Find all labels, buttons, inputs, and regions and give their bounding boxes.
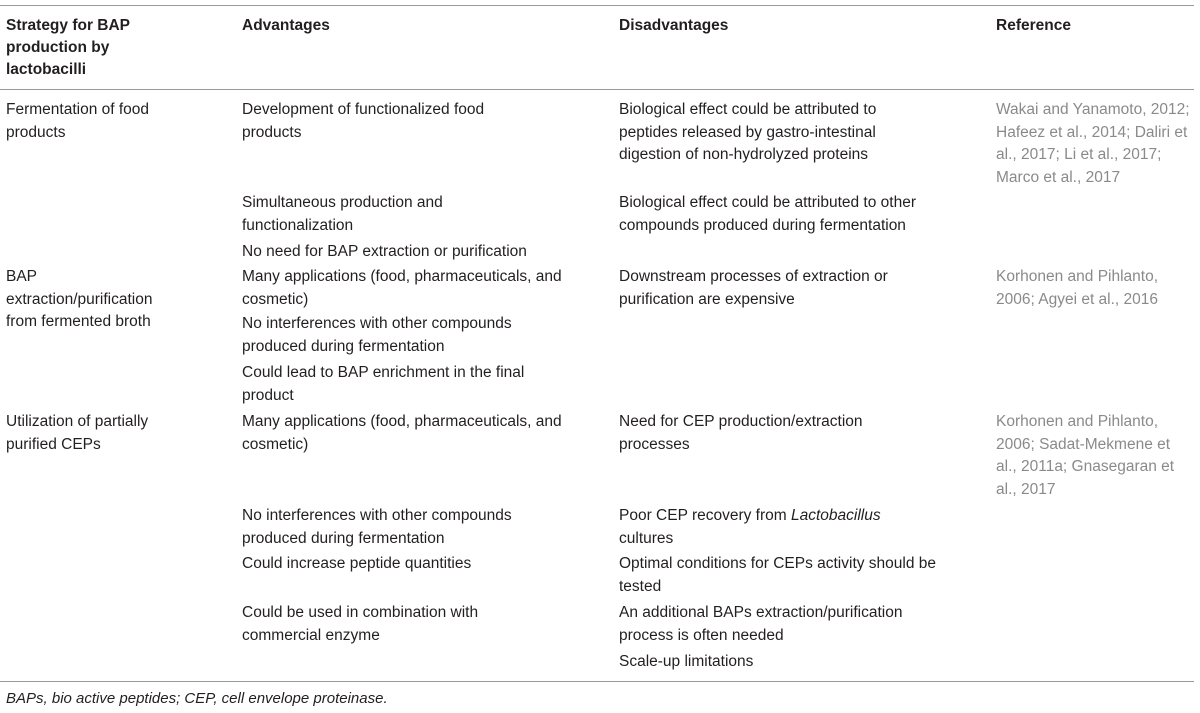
table-footnote: BAPs, bio active peptides; CEP, cell envelope proteinase.: [6, 690, 388, 707]
row3-disadvantage-2-text: Poor CEP recovery from: [619, 507, 787, 524]
table-bottom-rule: [0, 681, 1194, 682]
row2-advantage-1: Many applications (food, pharmaceuticals, and cosmetic): [242, 268, 562, 308]
row3-disadvantage-1: Need for CEP production/extraction processes: [619, 413, 863, 453]
row1-disadvantage-2: Biological effect could be attributed to other compounds produced during fermentation: [619, 194, 916, 234]
row3-advantage-2: No interferences with other compounds produced during fermentation: [242, 507, 512, 547]
header-bottom-rule: [0, 89, 1194, 90]
row3-disadvantage-3: Optimal conditions for CEPs activity should be tested: [619, 555, 937, 595]
row3-advantage-1: Many applications (food, pharmaceuticals, and cosmetic): [242, 413, 562, 453]
row3-advantage-4: Could be used in combination with commercial enzyme: [242, 604, 479, 644]
row2-strategy: BAP extraction/purification from fermented broth: [6, 268, 153, 330]
row2-advantage-2: No interferences with other compounds produced during fermentation: [242, 315, 512, 355]
row3-disadvantage-2-end: cultures: [619, 529, 674, 547]
header-strategy: Strategy for BAP production by lactobacilli: [6, 17, 130, 78]
row1-advantage-1: Development of functionalized food products: [242, 101, 485, 141]
row3-disadvantage-2: [619, 505, 939, 550]
row1-reference: Wakai and Yanamoto, 2012; Hafeez et al., 2014; Daliri et al., 2017; Li et al., 2017; Marco et al., 2017: [996, 101, 1190, 186]
row1-advantage-2: Simultaneous production and functionalization: [242, 194, 443, 234]
row3-advantage-3: Could increase peptide quantities: [242, 555, 472, 572]
row3-strategy: Utilization of partially purified CEPs: [6, 413, 149, 453]
row2-disadvantage-1: Downstream processes of extraction or purification are expensive: [619, 268, 888, 308]
header-disadvantages: Disadvantages: [619, 17, 729, 34]
table-top-rule: [0, 5, 1194, 6]
row3-disadvantage-5: Scale-up limitations: [619, 653, 754, 670]
row2-reference: Korhonen and Pihlanto, 2006; Agyei et al., 2016: [996, 268, 1159, 308]
row1-strategy: Fermentation of food products: [6, 101, 150, 141]
row3-disadvantage-2-genus: Lactobacillus: [791, 507, 881, 524]
row3-disadvantage-4: An additional BAPs extraction/purification process is often needed: [619, 604, 903, 644]
header-reference: Reference: [996, 17, 1071, 34]
row3-reference: Korhonen and Pihlanto, 2006; Sadat-Mekmene et al., 2011a; Gnasegaran et al., 2017: [996, 413, 1175, 498]
row1-advantage-3: No need for BAP extraction or purification: [242, 243, 527, 260]
header-advantages: Advantages: [242, 17, 330, 34]
row2-advantage-3: Could lead to BAP enrichment in the final product: [242, 364, 525, 404]
row1-disadvantage-1: Biological effect could be attributed to peptides released by gastro-intestinal digestion of non-hydrolyzed proteins: [619, 101, 877, 163]
